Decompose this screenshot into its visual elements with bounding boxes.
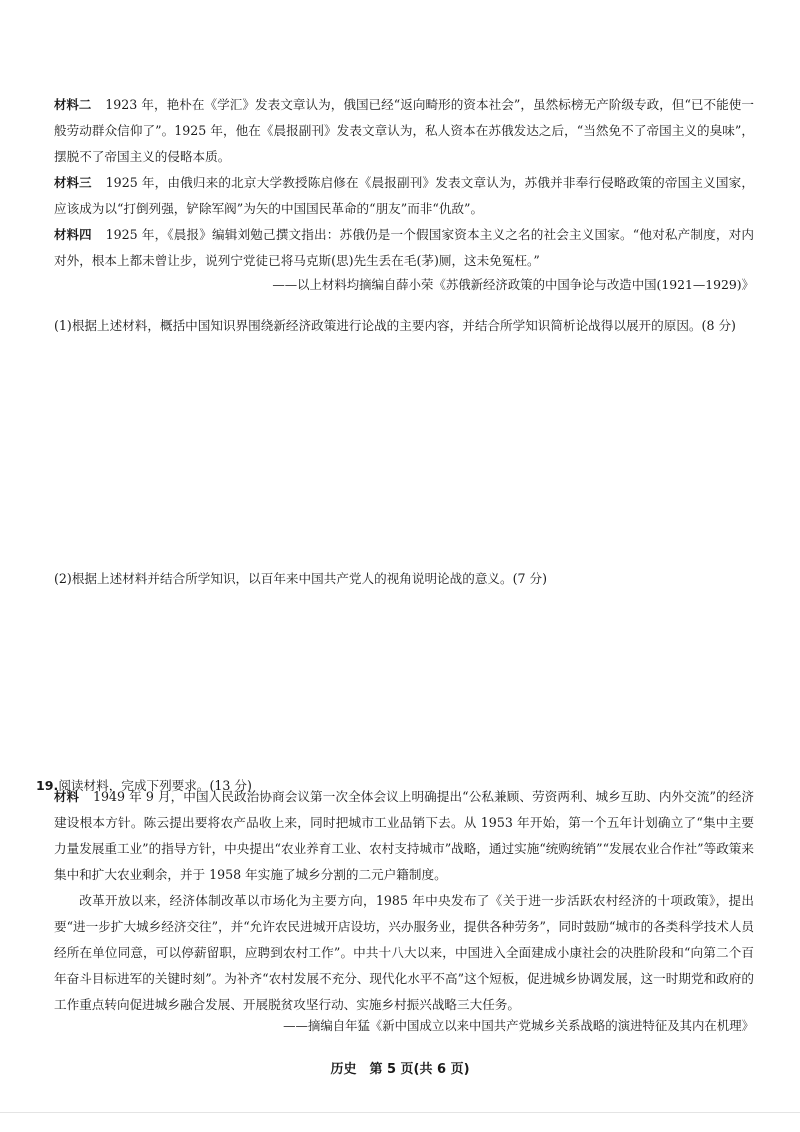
material-three (54, 170, 754, 222)
material-two (54, 92, 754, 170)
source-citation-q19: ——摘编自年猛《新中国成立以来中国共产党城乡关系战略的演进特征及其内在机理》 (283, 1018, 754, 1033)
source-citation-top: ——以上材料均摘编自薛小荣《苏俄新经济政策的中国争论与改造中国(1921—1929)》 (272, 277, 754, 292)
material-four-text: 1925 年，《晨报》编辑刘勉己撰文指出：苏俄仍是一个假国家资本主义之名的社会主义国家。“他对私产制度，对内对外，根本上都未曾让步，说列宁党徒已将马克斯(思)先生丢在毛(茅)厕，这未免冤枉。” (54, 227, 754, 268)
question-18-part-1: (1)根据上述材料，概括中国知识界围绕新经济政策进行论战的主要内容，并结合所学知识简析论战得以展开的原因。(8 分) (54, 317, 736, 333)
material-two-text: 1923 年，艳朴在《学汇》发表文章认为，俄国已经“返向畸形的资本社会”，虽然标榜无产阶级专政，但“已不能使一般劳动群众信仰了”。1925 年，他在《晨报副刊》发表文章认为，私人资本在苏俄发达之后，“当然免不了帝国主义的臭味”，摆脱不了帝国主义的侵略本质。 (54, 97, 754, 164)
page-bottom-divider (0, 1112, 800, 1113)
page-footer: 历史 第 5 页(共 6 页) (330, 1062, 470, 1077)
question-19-number: 19. (36, 777, 59, 793)
material-four-label: 材料四 (54, 227, 92, 242)
question-18-part-2: (2)根据上述材料并结合所学知识，以百年来中国共产党人的视角说明论战的意义。(7 分) (54, 570, 548, 586)
question-19-prompt: 阅读材料，完成下列要求。(13 分) (58, 777, 252, 793)
material-three-label: 材料三 (54, 175, 92, 190)
question-19-material-para-2: 改革开放以来，经济体制改革以市场化为主要方向，1985 年中央发布了《关于进一步活跃农村经济的十项政策》，提出要“进一步扩大城乡经济交往”，并“允许农民进城开店设坊，兴办服务业，提供各种劳务”，同时鼓励“城市的各类科学技术人员经所在单位同意，可以停薪留职，应聘到农村工作”。中共十八大以来，中国进入全面建成小康社会的决胜阶段和“向第二个百年奋斗目标进军的关键时刻”。为补齐“农村发展不充分、现代化水平不高”这个短板，促进城乡协调发展，这一时期党和政府的工作重点转向促进城乡融合发展、开展脱贫攻坚行动、实施乡村振兴战略三大任务。 (54, 893, 754, 1012)
material-two-label: 材料二 (54, 97, 92, 112)
question-19-material-label: 材料 (54, 789, 79, 804)
material-three-text: 1925 年，由俄归来的北京大学教授陈启修在《晨报副刊》发表文章认为，苏俄并非奉行侵略政策的帝国主义国家，应该成为以“打倒列强，铲除军阀”为矢的中国国民革命的“朋友”而非“仇敌”。 (54, 175, 755, 216)
question-19-para-1-text: 1949 年 9 月，中国人民政治协商会议第一次全体会议上明确提出“公私兼顾、劳资两利、城乡互助、内外交流”的经济建设根本方针。陈云提出要将农产品收上来，同时把城市工业品销下去。从 1953 年开始，第一个五年计划确立了“集中主要力量发展重工业”的指导方针，中央提出“农业养育工业、农村支持城市”战略，通过实施“统购统销”“发展农业合作社”等政策来集中和扩大农业剩余，并于 1958 年实施了城乡分割的二元户籍制度。 (54, 789, 755, 882)
material-four (54, 222, 754, 274)
question-19-material-para-1 (54, 784, 754, 888)
